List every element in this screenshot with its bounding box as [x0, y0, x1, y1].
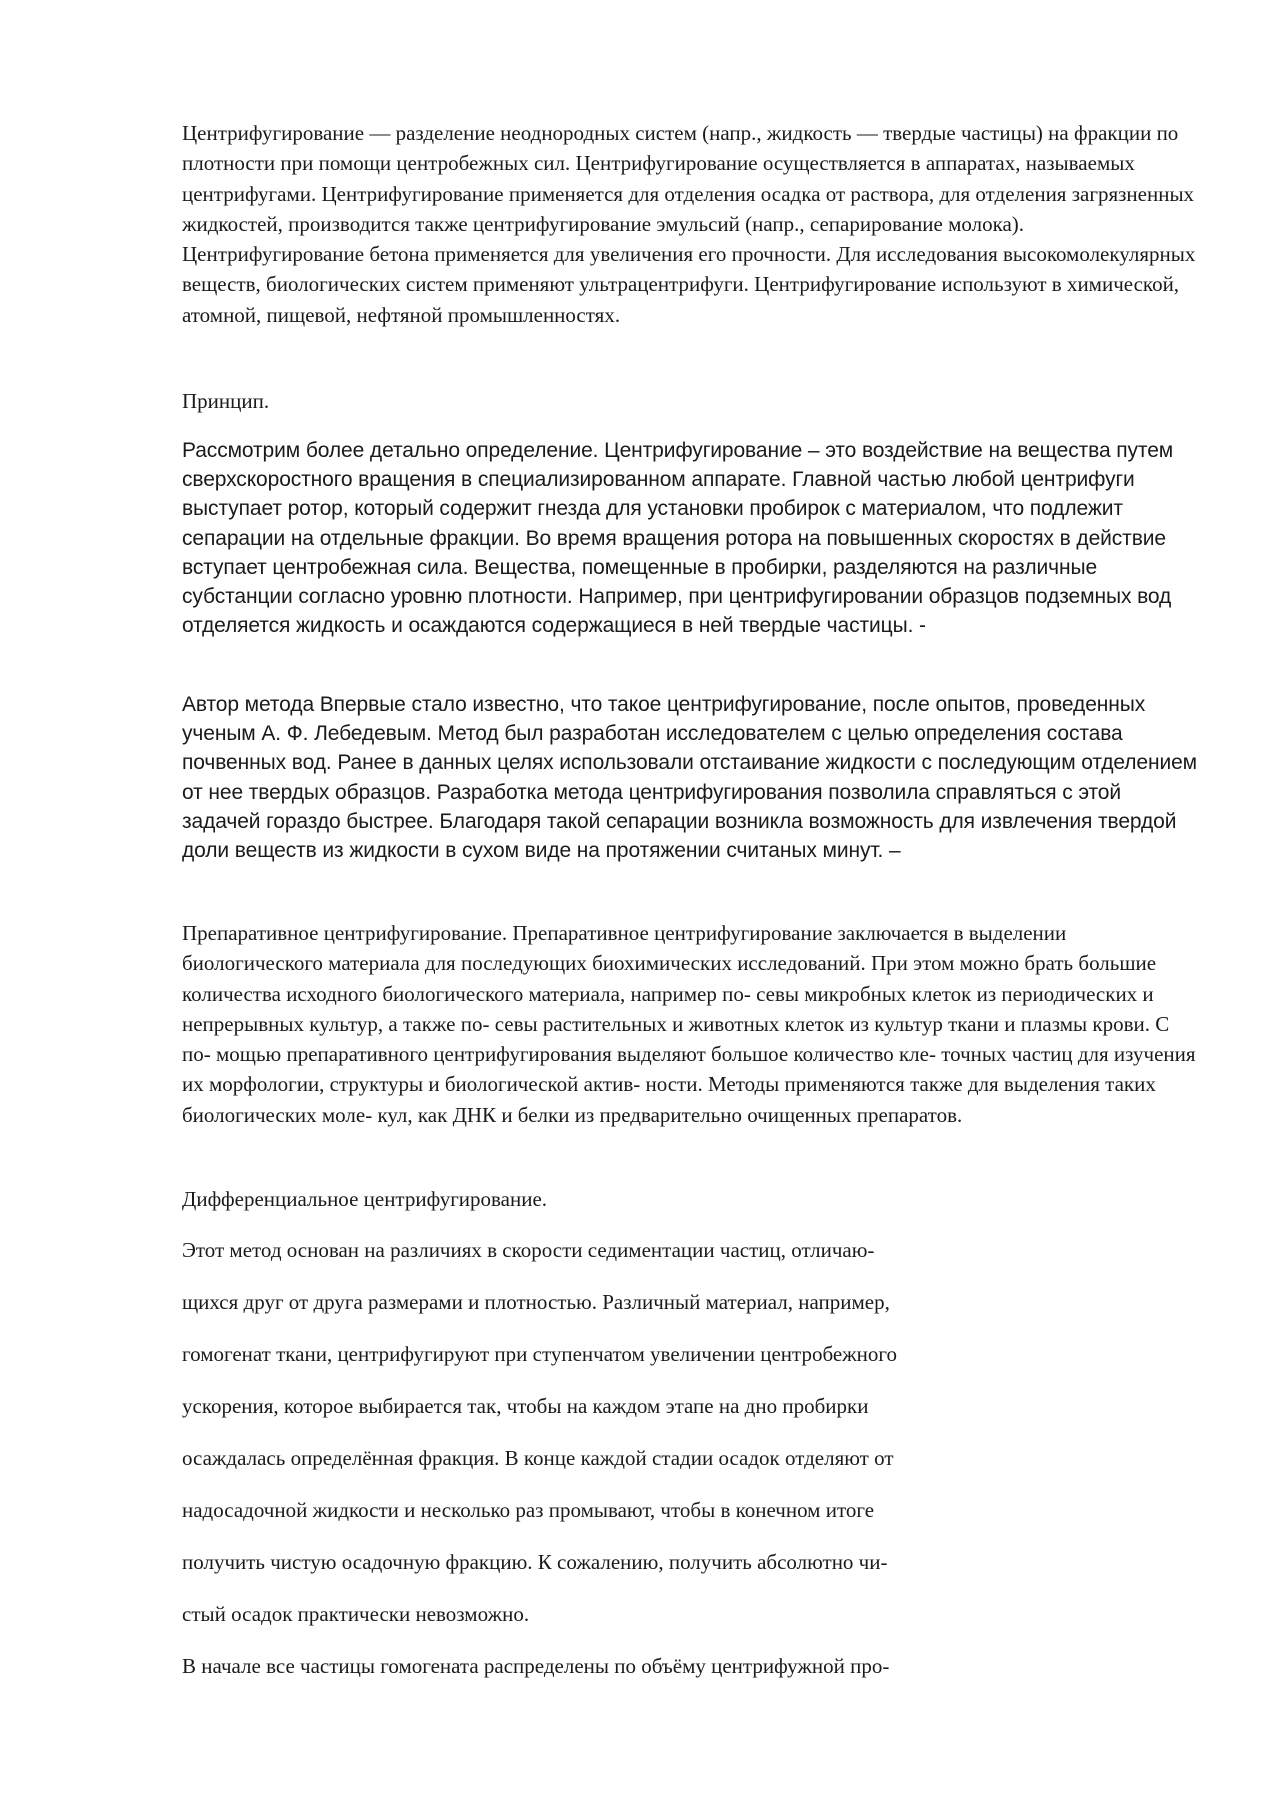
final-line: В начале все частицы гомогената распределены по объёму центрифужной про-: [182, 1654, 890, 1678]
principle-paragraph: Рассмотрим более детально определение. Центрифугирование – это воздействие на вещества путем сверхскоростного вращения в специализированном аппарате. Главной частью любой центрифуги выступает ротор, который содержит гнезда для установки пробирок с материалом, что подлежит сепарации на отдельные фракции. Во время вращения ротора на повышенных скоростях в действие вступает центробежная сила. Вещества, помещенные в пробирки, разделяются на различные субстанции согласно уровню плотности. Например, при центрифугировании образцов подземных вод отделяется жидкость и осаждаются содержащиеся в ней твердые частицы. -: [182, 439, 1174, 638]
differential-line-6: надосадочной жидкости и несколько раз промывают, чтобы в конечном итоге: [182, 1498, 875, 1522]
differential-line-3: гомогенат ткани, центрифугируют при ступенчатом увеличении центробежного: [182, 1342, 898, 1366]
author-paragraph: Автор метода Впервые стало известно, что такое центрифугирование, после опытов, проведенных ученым А. Ф. Лебедевым. Метод был разработан исследователем с целью определения состава почвенных вод. Ранее в данных целях использовали отстаивание жидкости с последующим отделением от нее твердых образцов. Разработка метода центрифугирования позволила справляться с этой задачей гораздо быстрее. Благодаря такой сепарации возникла возможность для извлечения твердой доли веществ из жидкости в сухом виде на протяжении считаных минут. –: [182, 693, 1198, 863]
principle-heading: Принцип.: [182, 389, 270, 413]
differential-heading: Дифференциальное центрифугирование.: [182, 1187, 548, 1211]
preparative-paragraph: Препаративное центрифугирование. Препаративное центрифугирование заключается в выделении биологического материала для последующих биохимических исследований. При этом можно брать большие количества исходного биологического материала, например по- севы микробных клеток из периодических и непрерывных культур, а также по- севы растительных и животных клеток из культур ткани и плазмы крови. С по- мощью препаративного центрифугирования выделяют большое количество кле- точных частиц для изучения их морфологии, структуры и биологической актив- ности. Методы применяются также для выделения таких биологических моле- кул, как ДНК и белки из предварительно очищенных препаратов.: [182, 921, 1196, 1127]
differential-line-5: осаждалась определённая фракция. В конце каждой стадии осадок отделяют от: [182, 1446, 894, 1470]
intro-paragraph: Центрифугирование — разделение неоднородных систем (напр., жидкость — твердые частицы) на фракции по плотности при помощи центробежных сил. Центрифугирование осуществляется в аппаратах, называемых центрифугами. Центрифугирование применяется для отделения осадка от раствора, для отделения загрязненных жидкостей, производится также центрифугирование эмульсий (напр., сепарирование молока). Центрифугирование бетона применяется для увеличения его прочности. Для исследования высокомолекулярных веществ, биологических систем применяют ультрацентрифуги. Центрифугирование используют в химической, атомной, пищевой, нефтяной промышленностях.: [182, 121, 1196, 327]
differential-line-4: ускорения, которое выбирается так, чтобы на каждом этапе на дно пробирки: [182, 1394, 869, 1418]
differential-line-2: щихся друг от друга размерами и плотностью. Различный материал, например,: [182, 1290, 890, 1314]
differential-line-7: получить чистую осадочную фракцию. К сожалению, получить абсолютно чи-: [182, 1550, 888, 1574]
differential-line-1: Этот метод основан на различиях в скорости седиментации частиц, отличаю-: [182, 1238, 875, 1262]
differential-line-8: стый осадок практически невозможно.: [182, 1602, 530, 1626]
